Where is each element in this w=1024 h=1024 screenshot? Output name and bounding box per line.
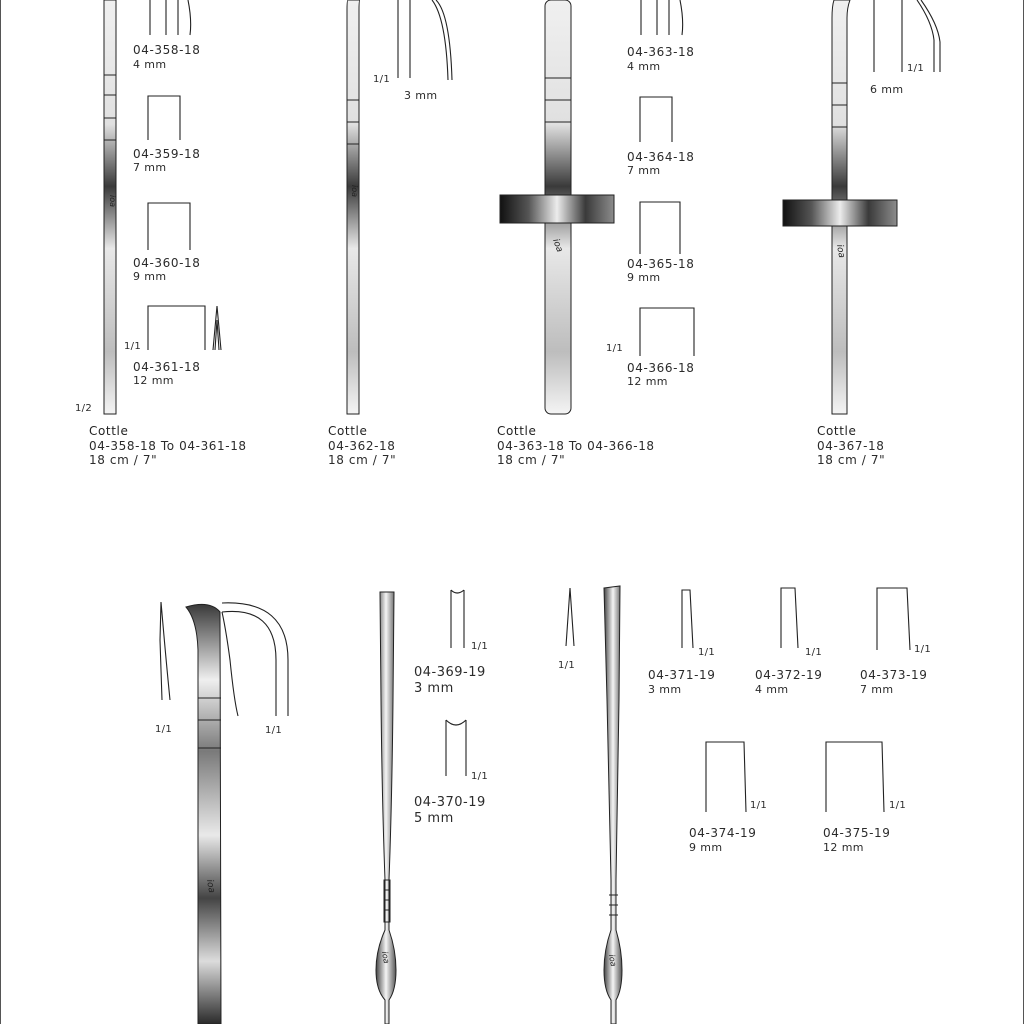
caption-code: 04-363-18 To 04-366-18 bbox=[497, 439, 655, 453]
code-04-363-18: 04-363-18 bbox=[627, 45, 695, 59]
chisel-shaft bbox=[604, 586, 622, 1024]
svg-text:ioa: ioa bbox=[834, 243, 847, 259]
blade-profiles-group2 bbox=[398, 0, 452, 80]
code-04-358-18: 04-358-18 bbox=[133, 43, 201, 57]
caption-code: 04-358-18 To 04-361-18 bbox=[89, 439, 247, 453]
size-5mm: 5 mm bbox=[414, 811, 454, 826]
size-4mm: 4 mm bbox=[755, 683, 789, 696]
scale-label: 1/1 bbox=[914, 644, 931, 655]
osteotome-04-362-shaft bbox=[347, 0, 360, 414]
caption-title: Cottle bbox=[497, 424, 537, 438]
size-12mm: 12 mm bbox=[823, 841, 864, 854]
code-04-361-18: 04-361-18 bbox=[133, 360, 201, 374]
scale-label: 1/1 bbox=[750, 800, 767, 811]
size-9mm: 9 mm bbox=[133, 270, 167, 283]
code-04-371-19: 04-371-19 bbox=[648, 668, 716, 682]
code-04-359-18: 04-359-18 bbox=[133, 147, 201, 161]
caption-length: 18 cm / 7" bbox=[817, 453, 886, 467]
code-04-372-19: 04-372-19 bbox=[755, 668, 823, 682]
size-12mm: 12 mm bbox=[627, 375, 668, 388]
code-04-365-18: 04-365-18 bbox=[627, 257, 695, 271]
svg-text:ioa: ioa bbox=[607, 953, 618, 968]
scale-label: 1/1 bbox=[698, 647, 715, 658]
code-04-364-18: 04-364-18 bbox=[627, 150, 695, 164]
osteotome-04-363-shaft bbox=[500, 0, 614, 414]
caption-code: 04-367-18 bbox=[817, 439, 885, 453]
svg-text:ioa: ioa bbox=[550, 237, 565, 254]
osteotome-04-367-shaft bbox=[783, 0, 897, 414]
size-9mm: 9 mm bbox=[689, 841, 723, 854]
caption-title: Cottle bbox=[817, 424, 857, 438]
size-12mm: 12 mm bbox=[133, 374, 174, 387]
caption-code: 04-362-18 bbox=[328, 439, 396, 453]
scale-label: 1/1 bbox=[124, 341, 141, 352]
size-4mm: 4 mm bbox=[133, 58, 167, 71]
code-04-366-18: 04-366-18 bbox=[627, 361, 695, 375]
code-04-360-18: 04-360-18 bbox=[133, 256, 201, 270]
gouge-shaft bbox=[376, 592, 396, 1024]
scale-label: 1/1 bbox=[155, 724, 172, 735]
scale-label: 1/1 bbox=[471, 641, 488, 652]
svg-text:ioa: ioa bbox=[380, 950, 391, 965]
caption-title: Cottle bbox=[328, 424, 368, 438]
osteotome-04-358-shaft bbox=[104, 0, 117, 414]
caption-length: 18 cm / 7" bbox=[328, 453, 397, 467]
code-04-370-19: 04-370-19 bbox=[414, 795, 486, 810]
code-04-374-19: 04-374-19 bbox=[689, 826, 757, 840]
size-7mm: 7 mm bbox=[627, 164, 661, 177]
scale-label: 1/1 bbox=[558, 660, 575, 671]
caption-length: 18 cm / 7" bbox=[497, 453, 566, 467]
size-7mm: 7 mm bbox=[860, 683, 894, 696]
curved-osteotome-shaft bbox=[186, 604, 221, 1024]
code-04-373-19: 04-373-19 bbox=[860, 668, 928, 682]
caption-length: 18 cm / 7" bbox=[89, 453, 158, 467]
scale-label: 1/1 bbox=[471, 771, 488, 782]
size-4mm: 4 mm bbox=[627, 60, 661, 73]
size-6mm: 6 mm bbox=[870, 83, 904, 96]
size-9mm: 9 mm bbox=[627, 271, 661, 284]
svg-text:ioa: ioa bbox=[108, 195, 117, 208]
svg-text:ioa: ioa bbox=[204, 878, 217, 894]
scale-label: 1/1 bbox=[889, 800, 906, 811]
size-3mm: 3 mm bbox=[648, 683, 682, 696]
scale-half-label: 1/2 bbox=[75, 403, 92, 414]
scale-label: 1/1 bbox=[907, 63, 924, 74]
size-3mm: 3 mm bbox=[414, 681, 454, 696]
scale-label: 1/1 bbox=[373, 74, 390, 85]
code-04-369-19: 04-369-19 bbox=[414, 665, 486, 680]
caption-title: Cottle bbox=[89, 424, 129, 438]
code-04-375-19: 04-375-19 bbox=[823, 826, 891, 840]
curved-blade-profiles bbox=[160, 602, 288, 716]
scale-label: 1/1 bbox=[265, 725, 282, 736]
size-3mm: 3 mm bbox=[404, 89, 438, 102]
size-7mm: 7 mm bbox=[133, 161, 167, 174]
svg-text:ioa: ioa bbox=[350, 185, 359, 198]
scale-label: 1/1 bbox=[805, 647, 822, 658]
scale-label: 1/1 bbox=[606, 343, 623, 354]
